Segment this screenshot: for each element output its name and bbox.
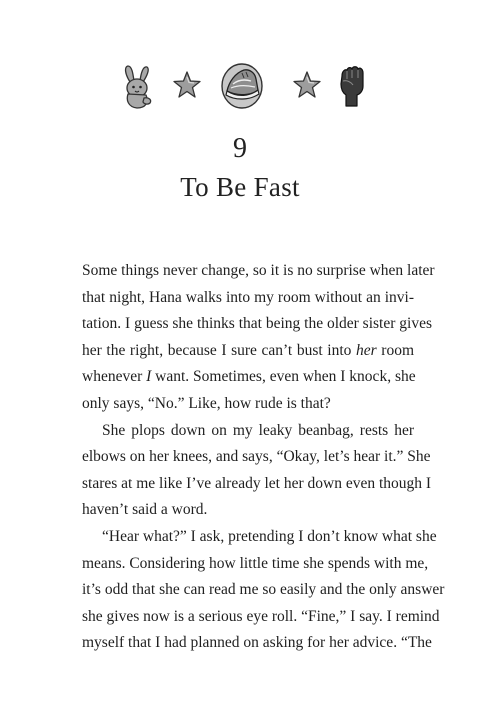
text-line: it’s odd that she can read me so easily and the only answer (82, 581, 445, 599)
text-line: Some things never change, so it is no surprise when later (82, 262, 435, 279)
text-line: that night, Hana walks into my room without an invi- (82, 288, 414, 306)
paragraph (82, 258, 435, 418)
rabbit-icon (119, 64, 157, 110)
text-line: whenever I want. Sometimes, even when I knock, she (82, 368, 416, 386)
text-line: She plops down on my leaky beanbag, rests her (102, 421, 414, 439)
chapter-number: 9 (233, 133, 247, 164)
text-line: tation. I guess she thinks that being the older sister gives (82, 315, 432, 333)
sneaker-icon (220, 60, 264, 110)
emphasis: her (356, 341, 377, 359)
text-line: her the right, because I sure can’t bust into her room (82, 341, 415, 359)
text-line: only says, “No.” Like, how rude is that? (82, 394, 331, 412)
text-line: “Hear what?” I ask, pretending I don’t know what she (102, 527, 437, 545)
paragraph (82, 418, 432, 524)
text-line: she gives now is a serious eye roll. “Fine,” I say. I remind (82, 607, 440, 625)
text-line: stares at me like I’ve already let her down even though I (82, 474, 432, 492)
emphasis: I (146, 368, 152, 386)
text-line: haven’t said a word. (82, 501, 208, 519)
chapter-body-text (82, 258, 445, 657)
chapter-title: To Be Fast (180, 172, 300, 202)
paragraph (82, 524, 445, 657)
chapter-ornament-row (0, 60, 480, 118)
raised-fist-icon (338, 64, 366, 108)
text-line: myself that I had planned on asking for her advice. “The (82, 634, 432, 652)
star-icon (172, 70, 202, 100)
text-line: elbows on her knees, and says, “Okay, let’s hear it.” She (82, 448, 431, 466)
star-icon (292, 70, 322, 100)
text-line: means. Considering how little time she spends with me, (82, 554, 429, 572)
